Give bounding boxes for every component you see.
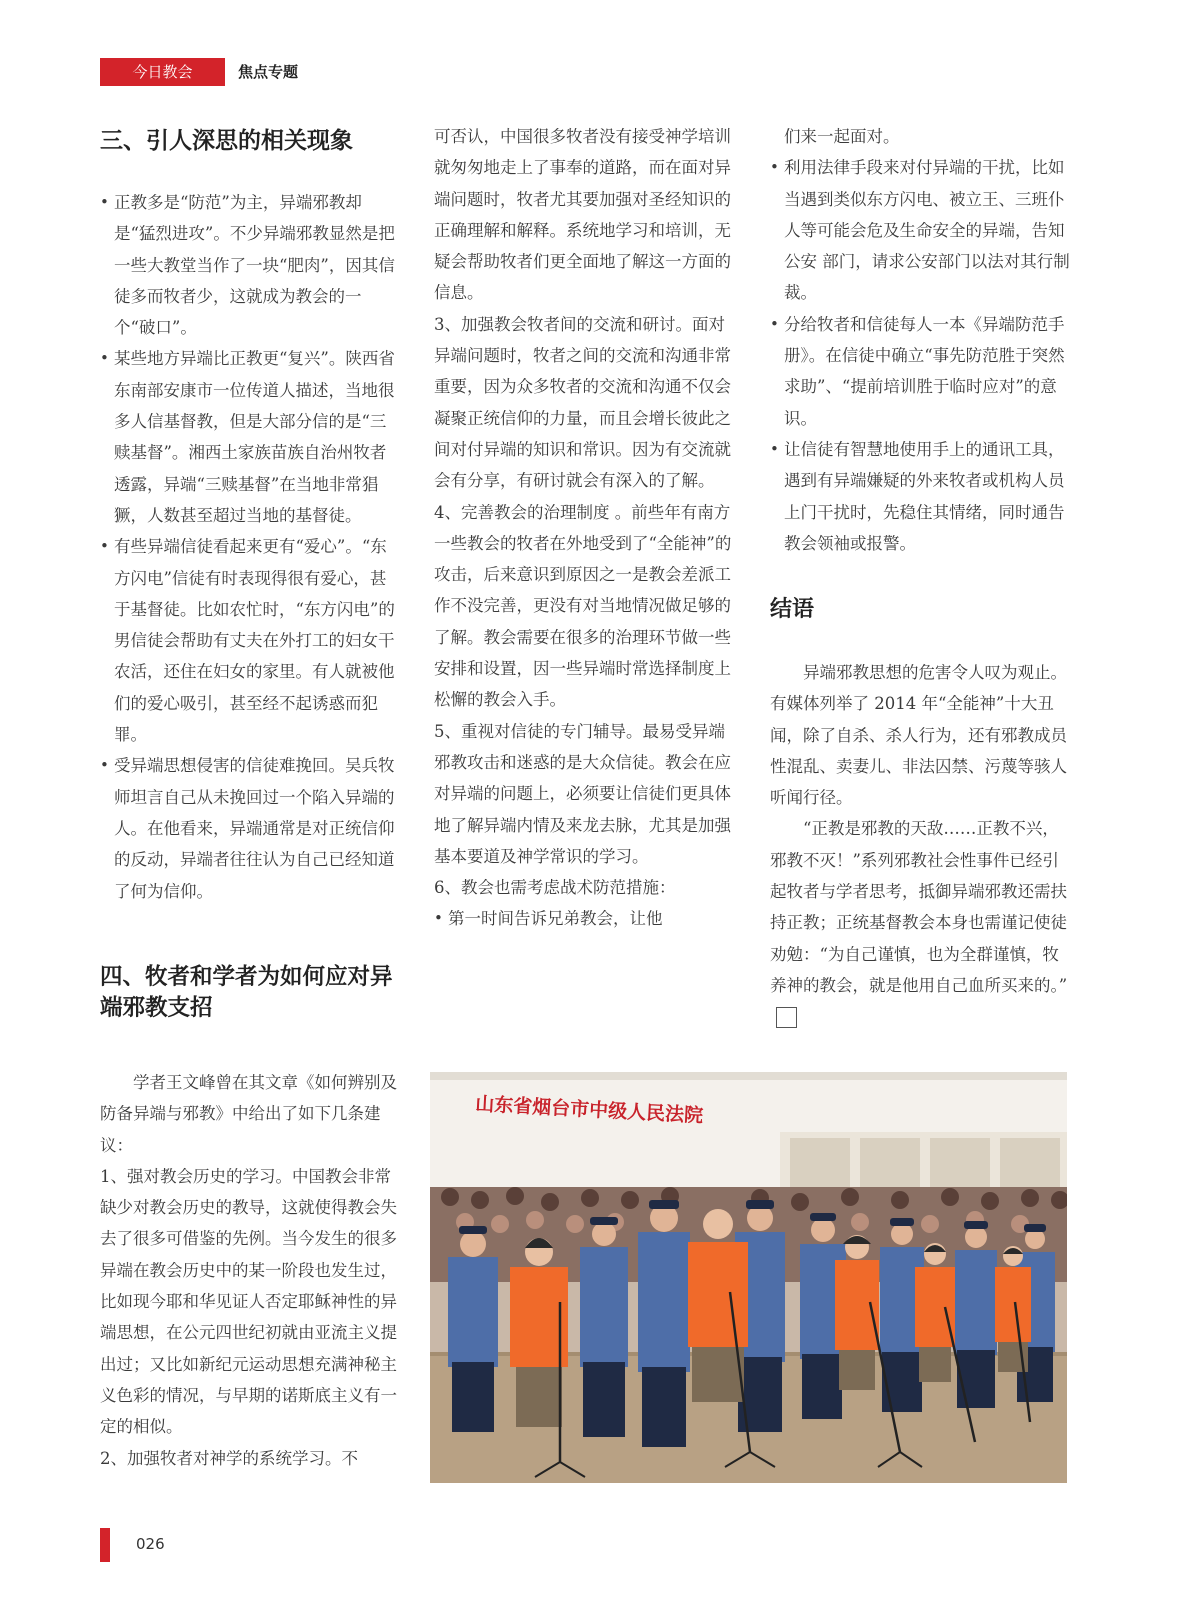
tactics-list (434, 903, 732, 934)
court-banner: 山东省烟台市中级人民法院 (474, 1093, 704, 1127)
section-tag: 今日教会 (100, 58, 225, 86)
section3-list (100, 187, 400, 907)
point-1: 1、强对教会历史的学习。中国教会非常缺少对教会历史的教导，这就使得教会失去了很多可借鉴的先例。当今发生的很多异端在教会历史中的某一阶段也发生过，比如现今耶和华见证人否定耶稣神性的异端思想，在公元四世纪初就由亚流主义提出过；又比如新纪元运动思想充满神秘主义色彩的情况，与早期的诺斯底主义有一定的相似。 (100, 1166, 397, 1437)
conclusion-body (770, 657, 1070, 1033)
right-column (770, 121, 1070, 559)
list-item: • 有些异端信徒看起来更有“爱心”。“东方闪电”信徒有时表现得很有爱心，甚于基督徒。比如农忙时，“东方闪电”的男信徒会帮助有丈夫在外打工的妇女干农活，还住在妇女的家里。有人就被他们的爱心吸引，甚至经不起诱惑而犯罪。 (100, 531, 400, 750)
conclusion-paragraph-1: 异端邪教思想的危害令人叹为观止。有媒体列举了 2014 年“全能神”十大丑闻，除了自杀、杀人行为，还有邪教成员性混乱、卖妻儿、非法囚禁、污蔑等骇人听闻行径。 (770, 663, 1067, 808)
point-4: 4、完善教会的治理制度 。前些年有南方一些教会的牧者在外地受到了“全能神”的攻击，后来意识到原因之一是教会差派工作不没完善，更没有对当地情况做足够的了解。教会需要在很多的治理环节做一些安排和设置，因一些异端时常选择制度上松懈的教会入手。 (434, 502, 732, 710)
point-5: 5、重视对信徒的专门辅导。最易受异端邪教攻击和迷惑的是大众信徒。教会在应对异端的问题上，必须要让信徒们更具体地了解异端内情及来龙去脉，尤其是加强基本要道及神学常识的学习。 (434, 721, 731, 866)
page-header (100, 58, 700, 86)
courtroom-illustration (430, 1072, 1067, 1483)
section3-title: 三、引人深思的相关现象 (100, 128, 353, 154)
section3-body (100, 187, 400, 907)
list-item: • 某些地方异端比正教更“复兴”。陕西省东南部安康市一位传道人描述，当地很多人信基督教，但是大部分信的是“三赎基督”。湘西土家族苗族自治州牧者透露，异端“三赎基督”在当地非常猖獗，人数甚至超过当地的基督徒。 (100, 343, 400, 531)
list-item: • 受异端思想侵害的信徒难挽回。吴兵牧师坦言自己从未挽回过一个陷入异端的人。在他看来，异端通常是对正统信仰的反动，异端者往往认为自己已经知道了何为信仰。 (100, 750, 400, 906)
footer-bar (100, 1528, 110, 1562)
conclusion-paragraph-2-text: “正教是邪教的天敌……正教不兴，邪教不灭！”系列邪教社会性事件已经引起牧者与学者思考，抵御异端邪教还需扶持正教；正统基督教会本身也需谨记使徒劝勉：“为自己谨慎，也为全群谨慎，牧养神的教会，就是他用自己血所买来的。” (770, 819, 1068, 995)
section4-title: 四、牧者和学者为如何应对异端邪教支招 (100, 964, 393, 1021)
list-item: • 第一时间告诉兄弟教会，让他 (434, 903, 732, 934)
point-3: 3、加强教会牧者间的交流和研讨。面对异端问题时，牧者之间的交流和沟通非常重要，因为众多牧者的交流和沟通不仅会凝聚正统信仰的力量，而且会增长彼此之间对付异端的知识和常识。因为有交流就会有分享，有研讨就会有深入的了解。 (434, 314, 731, 491)
conclusion-paragraph-2 (770, 813, 1070, 1032)
list-item: • 让信徒有智慧地使用手上的通讯工具，遇到有异端嫌疑的外来牧者或机构人员上门干扰时，先稳住其情绪，同时通告教会领袖或报警。 (770, 434, 1070, 559)
middle-column (434, 121, 732, 935)
courtroom-photo (430, 1072, 1067, 1483)
list-item: • 正教多是“防范”为主，异端邪教却是“猛烈进攻”。不少异端邪教显然是把一些大教堂当作了一块“肥肉”，因其信徒多而牧者少，这就成为教会的一个“破口”。 (100, 187, 400, 343)
conclusion-title: 结语 (770, 597, 815, 622)
point-2-cont: 可否认，中国很多牧者没有接受神学培训就匆匆地走上了事奉的道路，而在面对异端问题时，牧者尤其要加强对圣经知识的正确理解和解释。系统地学习和培训，无疑会帮助牧者们更全面地了解这一方面的信息。 (434, 127, 731, 303)
point-6: 6、教会也需考虑战术防范措施： (434, 878, 676, 898)
end-mark-icon (776, 1007, 797, 1028)
list-item: • 分给牧者和信徒每人一本《异端防范手册》。在信徒中确立“事先防范胜于突然求助”、“提前培训胜于临时应对”的意识。 (770, 309, 1070, 434)
section4-intro: 学者王文峰曾在其文章《如何辨别及防备异端与邪教》中给出了如下几条建议： (100, 1073, 397, 1155)
topic-label: 焦点专题 (238, 63, 299, 81)
point-2-start: 2、加强牧者对神学的系统学习。不 (100, 1448, 358, 1468)
section4-body (100, 1067, 400, 1474)
page-number: 026 (136, 1535, 165, 1553)
bullet-1-cont: 们来一起面对。 (784, 127, 900, 146)
list-item: • 利用法律手段来对付异端的干扰，比如当遇到类似东方闪电、被立王、三班仆人等可能会危及生命安全的异端，告知公安 部门，请求公安部门以法对其行制裁。 (770, 152, 1070, 308)
tactics-list-cont (770, 152, 1070, 559)
